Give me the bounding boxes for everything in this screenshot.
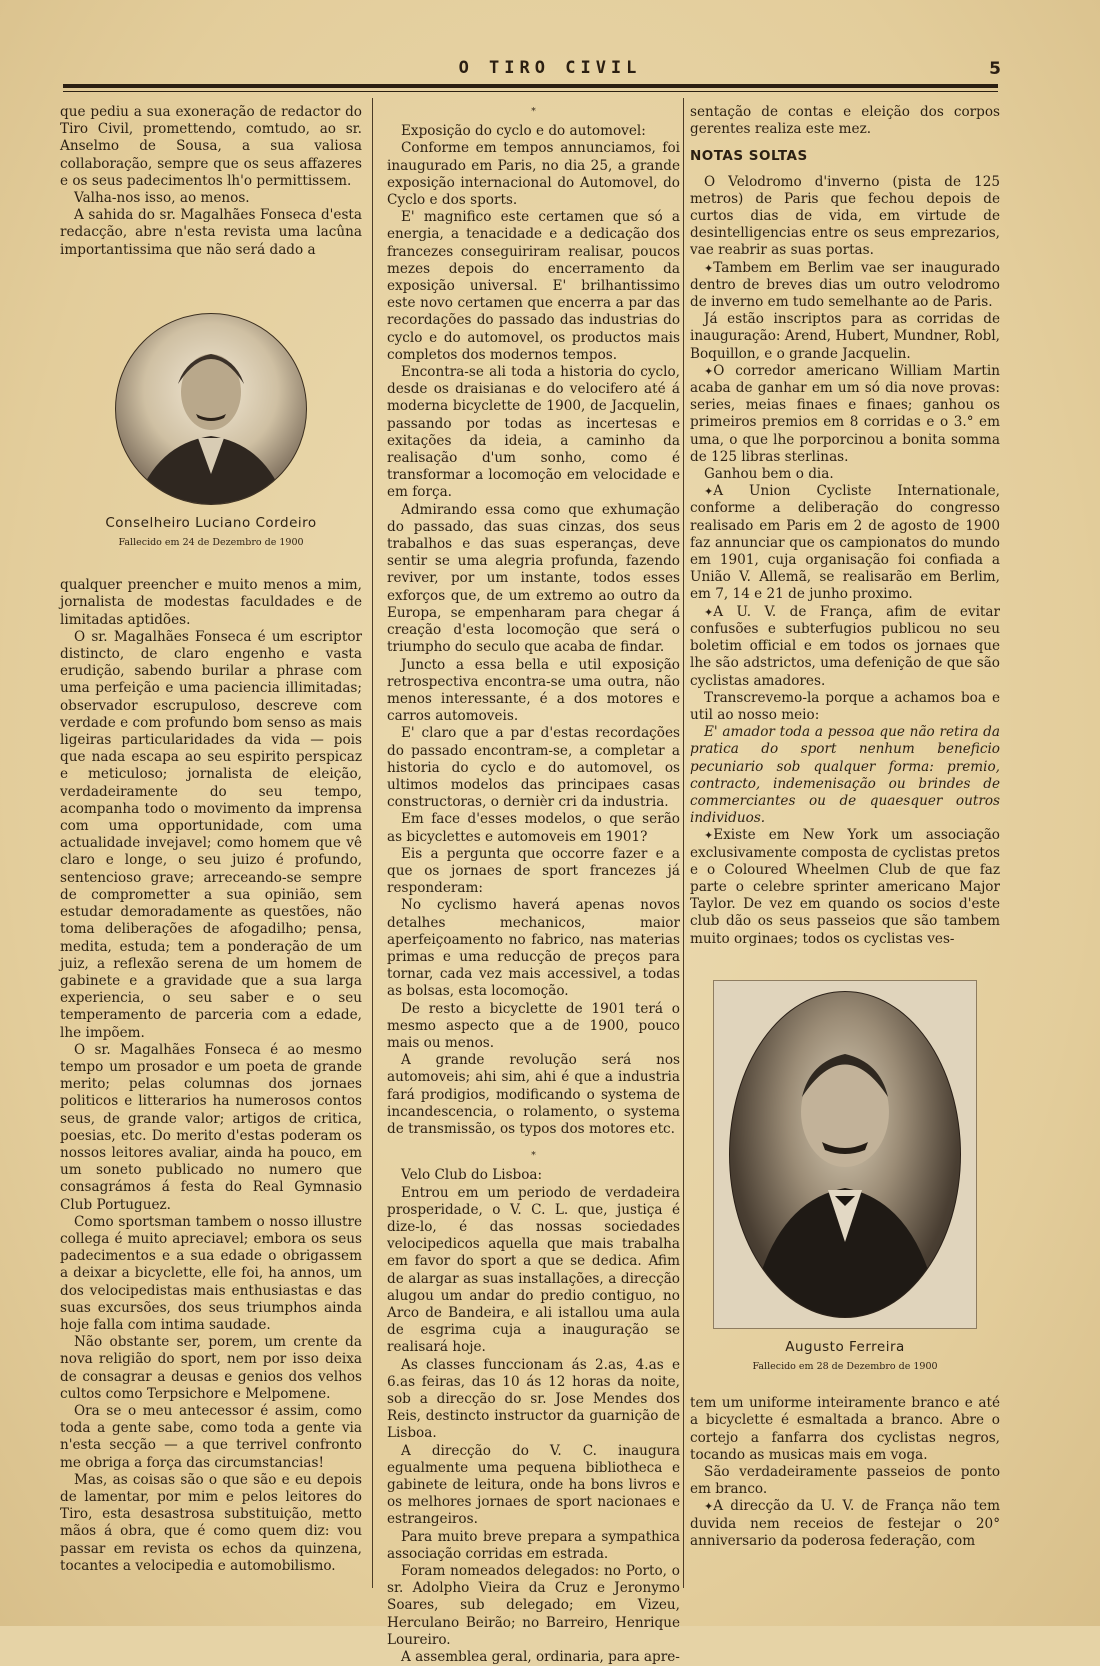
paragraph: De resto a bicyclette de 1901 terá o mesmo aspecto que a de 1900, pouco mais ou menos. xyxy=(387,1000,680,1051)
header-rule-thick xyxy=(63,84,998,88)
paragraph: Eis a pergunta que occorre fazer e a que os jornaes de sport francezes já responderam: xyxy=(387,845,680,897)
paragraph-text: A Union Cycliste Internationale, conforme a deliberação do congresso realisado em Paris em 2 de agosto de 1900 faz annunciar que os campionatos do mundo em 1901, cuja organisação foi confiada a União V. Allemã, se realisarão em Berlim, em 7, 14 e 21 de junho proximo. xyxy=(690,483,1000,603)
paragraph: O sr. Magalhães Fonseca é ao mesmo tempo um prosador e um poeta de grande merito; pelas columnas dos jornaes politicos e litterarios ha numerosos contos seus, de grande valor; artigos de critica, poesias, etc. Do merito d'estas poderam os nossos leitores avaliar, ainda ha pouco, em um soneto publicado no numero que consagrámos á festa do Real Gymnasio Club Portuguez. xyxy=(60,1041,362,1213)
bullet-icon: ✦ xyxy=(704,261,714,275)
paragraph: Como sportsman tambem o nosso illustre collega é muito apreciavel; embora os seus padecimentos e a sua edade o obrigassem a deixar a bicyclette, elle foi, ha annos, um dos velocipedistas mais enthusiastas e das suas excursões, dos seus triumphos ainda hoje falla com intima saudade. xyxy=(60,1213,362,1333)
paragraph: Para muito breve prepara a sympathica associação corridas em estrada. xyxy=(387,1528,680,1562)
portrait-photo xyxy=(729,991,961,1318)
subheading: Velo Club do Lisboa: xyxy=(401,1167,543,1184)
paragraph: O sr. Magalhães Fonseca é um escriptor distincto, de claro engenho e vasta erudição, sabendo burilar a phrase com uma perfeição e uma paciencia illimitadas; observador escrupuloso, descreve com verdade e com profundo bom senso as mais ligeiras particularidades da vida — pois que nada escapa ao seu espirito perspicaz e meticuloso; jornalista de eleição, verdadeiramente do seu tempo, acompanha todo o movimento da imprensa com uma opportunidade, com uma actualidade invejavel; como homem que vê claro e longe, o seu juizo é profundo, sentencioso grave; arreceando-se sempre de comprometter a sua opinião, sem estudar demoradamente as questões, não toma deliberações de afogadilho; pensa, medita, estuda; tem a ponderação de um juiz, a reflexão serena de um homem de gabinete e a gravidade que a sua larga experiencia, o seu saber e o seu temperamento de parceria com a edade, lhe impõem. xyxy=(60,628,362,1041)
bullet-icon: ✦ xyxy=(704,485,714,499)
portrait-caption: Conselheiro Luciano Cordeiro xyxy=(105,514,317,531)
column-divider xyxy=(372,98,373,1588)
paragraph: E' magnifico este certamen que só a energia, a tenacidade e a dedicação dos francezes conseguiriram realisar, poucos mezes depois do encerramento da exposição universal. E' brilhantissimo este novo certamen que encerra a par das recordações do passado das industrias do cyclo e do automovel, os productos mais completos dos modernos tempos. xyxy=(387,209,680,363)
column-2 xyxy=(387,104,680,1666)
bullet-icon: ✦ xyxy=(704,1500,714,1514)
paragraph: Conforme em tempos annunciamos, foi inaugurado em Paris, no dia 25, a grande exposição internacional do Automovel, do Cyclo e dos sports. xyxy=(387,140,680,209)
paragraph: Não obstante ser, porem, um crente da nova religião do sport, nem por isso deixa de consagrar a deusas e genios dos velhos cultos como Terpsichore e Melpomene. xyxy=(60,1334,362,1402)
paragraph: Foram nomeados delegados: no Porto, o sr. Adolpho Vieira da Cruz e Jeronymo Soares, sub delegado; em Vizeu, Herculano Beirão; no Barreiro, Henrique Loureiro. xyxy=(387,1563,680,1648)
portrait-figure-icon xyxy=(730,992,960,1317)
paragraph: As classes funccionam ás 2.as, 4.as e 6.as feiras, das 10 ás 12 horas da noite, sob a direcção do sr. Jose Mendes dos Reis, destincto instructor da guarnição de Lisboa. xyxy=(387,1356,680,1442)
paragraph xyxy=(690,260,1000,312)
portrait-photo xyxy=(115,313,307,505)
paragraph: São verdadeiramente passeios de ponto em branco. xyxy=(690,1463,1000,1498)
portrait-caption: Augusto Ferreira xyxy=(785,1338,905,1355)
paragraph: Juncto a essa bella e util exposição retrospectiva encontra-se uma outra, não menos interessante, é a dos motores e carros automoveis. xyxy=(387,656,680,725)
paragraph: O Velodromo d'inverno (pista de 125 metros) de Paris que fechou depois de curtos dias de vida, em virtude de desintelligencias entre os seus emprezarios, vae reabrir as suas portas. xyxy=(690,173,1000,259)
paragraph: Entrou em um periodo de verdadeira prosperidade, o V. C. L. que, justiça é dize-lo, é das nossas sociedades velocipedicos aquella que mais trabalha em favor do sport a que se dedica. Afim de alargar as suas installações, a direcção alugou um andar do predio contiguo, no Arco de Bandeira, e ali istallou uma aula de esgrima cuja a inauguração se realisará hoje. xyxy=(387,1184,680,1356)
paragraph: E' claro que a par d'estas recordações do passado encontram-se, a completar a historia do cyclo e do automovel, os ultimos modelos das principaes casas constructoras, o dernièr cri da industria. xyxy=(387,725,680,811)
column-divider xyxy=(683,98,684,1588)
subheading: Exposição do cyclo e do automovel: xyxy=(401,123,646,140)
section-star: * xyxy=(531,107,536,117)
paragraph: Ganhou bem o dia. xyxy=(704,466,834,483)
paragraph-text: A U. V. de França, afim de evitar confusões e subterfugios publicou no seu boletim official e em todos os jornaes que lhe são adstrictos, uma defenição de que são cyclistas amadores. xyxy=(690,603,1000,689)
bullet-icon: ✦ xyxy=(704,364,714,378)
paragraph: A grande revolução será nos automoveis; ahi sim, ahi é que a industria fará prodigios, modificando o systema de incandescencia, o rolamento, o systema de transmissão, os typos dos motores etc. xyxy=(387,1052,680,1137)
paragraph: A direcção do V. C. inaugura egualmente uma pequena bibliotheca e gabinete de leitura, onde ha bons livros e os melhores jornaes de sport nacionaes e estrangeiros. xyxy=(387,1442,680,1528)
masthead-title: O TIRO CIVIL xyxy=(458,58,642,78)
paragraph xyxy=(690,363,1000,466)
section-heading: NOTAS SOLTAS xyxy=(690,148,808,165)
bullet-icon: ✦ xyxy=(704,605,714,619)
paragraph-text: A direcção da U. V. de França não tem duvida nem receios de festejar o 20° anniversario da poderosa federação, com xyxy=(690,1498,1000,1549)
paragraph: Admirando essa como que exhumação do passado, das suas cinzas, dos seus trabalhos e das suas esperanças, deve sentir se uma alegria profunda, fazendo reviver, por um instante, todos esses exforços que, de um extremo ao outro da Europa, se empenharam para chegar á creação d'esta locomoção que será o triumpho do seculo que acaba de findar. xyxy=(387,501,680,656)
section-star: * xyxy=(531,1151,536,1162)
header-rule-thin xyxy=(63,91,998,92)
portrait-subcaption: Fallecido em 24 de Dezembro de 1900 xyxy=(118,537,304,549)
paragraph-text: O corredor americano William Martin acaba de ganhar em um só dia nove provas: series, meias finaes e finaes; ganhou os primeiros premios em 8 corridas e o 3.° em uma, o que lhe porporcinou a bonita somma de 125 libras sterlinas. xyxy=(690,362,1000,465)
paragraph-text: Existe em New York um associação exclusivamente composta de cyclistas pretos e o Coloured Wheelmen Club de que faz parte o celebre sprinter americano Major Taylor. De vez em quando os socios d'este club dão os seus passeios que são tambem muito orginaes; todos os cyclistas ves- xyxy=(690,827,1000,947)
paragraph xyxy=(690,604,1000,690)
paragraph-text: Tambem em Berlim vae ser inaugurado dentro de breves dias um outro velodromo de inverno em tudo semelhante ao de Paris. xyxy=(690,259,1000,311)
portrait-frame xyxy=(713,980,977,1329)
bullet-icon: ✦ xyxy=(704,829,714,843)
paragraph: Encontra-se ali toda a historia do cyclo, desde os draisianas e do velocifero até á moderna bicyclette de 1900, de Jacquelin, passando por todas as incertesas e exitações da ideia, a caminho da realisação d'um sonho, como é transformar a locomoção em velocidade e em força. xyxy=(387,364,680,501)
paragraph xyxy=(690,483,1000,603)
paragraph xyxy=(690,1498,1000,1550)
portrait-subcaption: Fallecido em 28 de Dezembro de 1900 xyxy=(752,1360,938,1372)
paragraph: A assemblea geral, ordinaria, para apre- xyxy=(401,1649,680,1666)
paragraph: que pediu a sua exoneração de redactor do Tiro Civil, promettendo, comtudo, ao sr. Anselmo de Sousa, a sua valiosa collaboração, sempre que os seus affazeres e os seus padecimentos lh'o permittissem. xyxy=(60,104,362,189)
paragraph: A sahida do sr. Magalhães Fonseca d'esta redacção, abre n'esta revista uma lacûna importantissima que não será dado a xyxy=(60,207,362,258)
paragraph: Em face d'esses modelos, o que serão as bicyclettes e automoveis em 1901? xyxy=(387,811,680,845)
paragraph: No cyclismo haverá apenas novos detalhes mechanicos, maior aperfeiçoamento no fabrico, nas materias primas e uma reducção de preços para tornar, cada vez mais accessivel, a todas as bolsas, esta locomoção. xyxy=(387,897,680,1000)
paragraph: Já estão inscriptos para as corridas de inauguração: Arend, Hubert, Mundner, Robl, Boquillon, e o grande Jacquelin. xyxy=(690,311,1000,362)
column-1 xyxy=(60,104,362,1575)
paragraph: Transcrevemo-la porque a achamos boa e util ao nosso meio: xyxy=(690,689,1000,723)
page-number: 5 xyxy=(989,59,1001,79)
paragraph: Mas, as coisas são o que são e eu depois de lamentar, por mim e pelos leitores do Tiro, esta desastrosa substituição, metto mãos á obra, que é como quem diz: vou passar em revista os echos da quinzena, tocantes a velocipedia e automobilismo. xyxy=(60,1471,362,1574)
paragraph: tem um uniforme inteiramente branco e até a bicyclette é esmaltada a branco. Abre o cortejo a fanfarra dos cyclistas negros, tocando as musicas mais em voga. xyxy=(690,1395,1000,1463)
paragraph: qualquer preencher e muito menos a mim, jornalista de modestas faculdades e de limitadas aptidões. xyxy=(60,577,362,628)
paragraph: Ora se o meu antecessor é assim, como toda a gente sabe, como toda a gente via n'esta secção — a que terrivel confronto me obriga a força das circumstancias! xyxy=(60,1402,362,1471)
quoted-definition: E' amador toda a pessoa que não retira da pratica do sport nenhum beneficio pecuniario sob qualquer forma: premio, contracto, indemenisação ou brindes de commerciantes ou de quaesquer outros individuos. xyxy=(690,724,1000,827)
column-3 xyxy=(690,104,1000,1550)
paragraph: sentação de contas e eleição dos corpos gerentes realiza este mez. xyxy=(690,104,1000,138)
paragraph xyxy=(690,827,1000,947)
portrait-figure-icon xyxy=(116,314,306,504)
paragraph: Valha-nos isso, ao menos. xyxy=(74,190,250,207)
